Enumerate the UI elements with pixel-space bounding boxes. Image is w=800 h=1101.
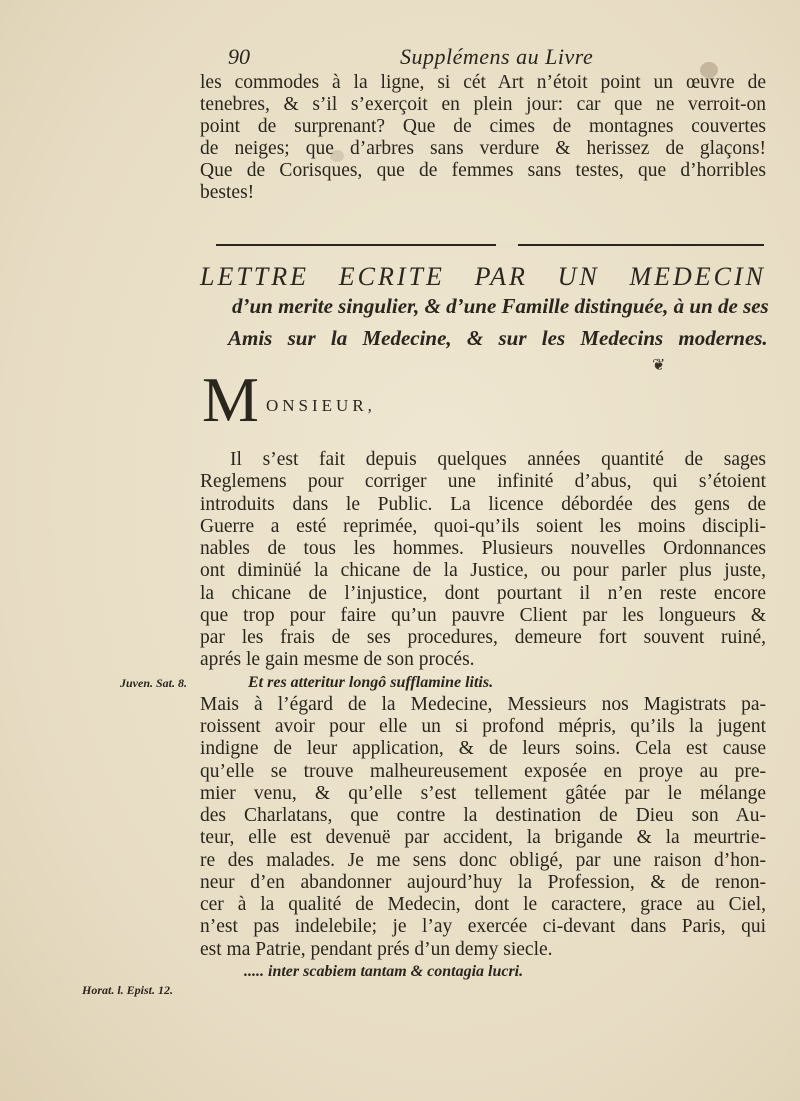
letter-body <box>200 449 766 983</box>
text-line: indigne de leur application, & de leurs soins. Cela est cause <box>200 738 766 760</box>
ornament-icon: ❦ <box>652 357 666 374</box>
margin-note: Juven. Sat. 8. <box>120 676 188 690</box>
letter-subtitle-line: d’un merite singulier, & d’une Famille distinguée, à un de ses <box>232 294 769 318</box>
text-line: par les frais de ses procedures, demeure fort souvent ruiné, <box>200 627 766 648</box>
text-line: des Charlatans, que contre la destination de Dieu son Au- <box>200 805 766 826</box>
text-line: Que de Corisques, que de femmes sans testes, que d’horribles <box>200 160 766 181</box>
text-line: mier venu, & qu’elle s’est tellement gâtée par le mélange <box>200 782 766 804</box>
continued-text <box>200 72 766 204</box>
latin-quotation: Et res atteritur longô sufflamine litis. <box>248 673 494 691</box>
margin-note: Horat. l. Epist. 12. <box>82 983 174 997</box>
paper-stain <box>700 62 718 78</box>
letter-subtitle-line: Amis sur la Medecine, & sur les Medecins modernes. <box>228 326 768 350</box>
text-line: neur d’en abandonner aujourd’huy la Profession, & de renon- <box>200 871 766 893</box>
drop-cap: M <box>202 364 259 435</box>
latin-quotation: ..... inter scabiem tantam & contagia lucri. <box>244 962 524 980</box>
text-line: Mais à l’égard de la Medecine, Messieurs nos Magistrats pa- <box>200 693 766 715</box>
text-line: Reglemens pour corriger une infinité d’abus, qui s’étoient <box>200 471 766 493</box>
text-line: aprés le gain mesme de son procés. <box>200 649 475 671</box>
salutation: ONSIEUR, <box>266 396 376 415</box>
text-line: est ma Patrie, pendant prés d’un demy siecle. <box>200 938 553 960</box>
text-line: point de surprenant? Que de cimes de montagnes couvertes <box>200 116 766 137</box>
letter-title: LETTRE ECRITE PAR UN MEDECIN <box>200 262 766 291</box>
section-divider-rule <box>216 244 764 246</box>
paper-stain <box>330 150 344 162</box>
text-line: introduits dans le Public. La licence débordée des gens de <box>200 493 766 515</box>
page-number: 90 <box>228 44 250 69</box>
text-line: tenebres, & s’il s’exerçoit en plein jour: car que ne verroit-on <box>200 94 766 115</box>
text-line: qu’elle se trouve malheureusement exposée en proye au pre- <box>200 760 766 782</box>
text-line: teur, elle est devenuë par accident, la brigande & la meurtrie- <box>200 827 766 849</box>
text-line: de neiges; que d’arbres sans verdure & herissez de glaçons! <box>200 138 766 159</box>
text-line: nables de tous les hommes. Plusieurs nouvelles Ordonnances <box>200 538 766 559</box>
text-line: la chicane de l’injustice, dont pourtant il n’en reste encore <box>200 582 766 604</box>
running-title: Supplémens au Livre <box>400 44 594 69</box>
text-line: les commodes à la ligne, si cét Art n’étoit point un œuvre de <box>200 72 766 93</box>
text-line: n’est pas indelebile; je l’ay exercée ci-devant dans Paris, qui <box>200 916 766 938</box>
text-line: roissent avoir pour elle un si profond mépris, qu’ils la jugent <box>200 716 766 737</box>
text-line: re des malades. Je me sens donc obligé, par une raison d’hon- <box>200 849 766 871</box>
text-line: cer à la qualité de Medecin, dont le caractere, grace au Ciel, <box>200 894 766 915</box>
text-line: Il s’est fait depuis quelques années quantité de sages <box>230 449 766 470</box>
text-line: que trop pour faire qu’un pauvre Client par les longueurs & <box>200 604 766 626</box>
text-line: Guerre a esté reprimée, quoi-qu’ils soient les moins discipli- <box>200 515 766 537</box>
text-line: ont diminüé la chicane de la Justice, ou pour parler plus juste, <box>200 560 766 582</box>
text-line: bestes! <box>200 182 255 203</box>
